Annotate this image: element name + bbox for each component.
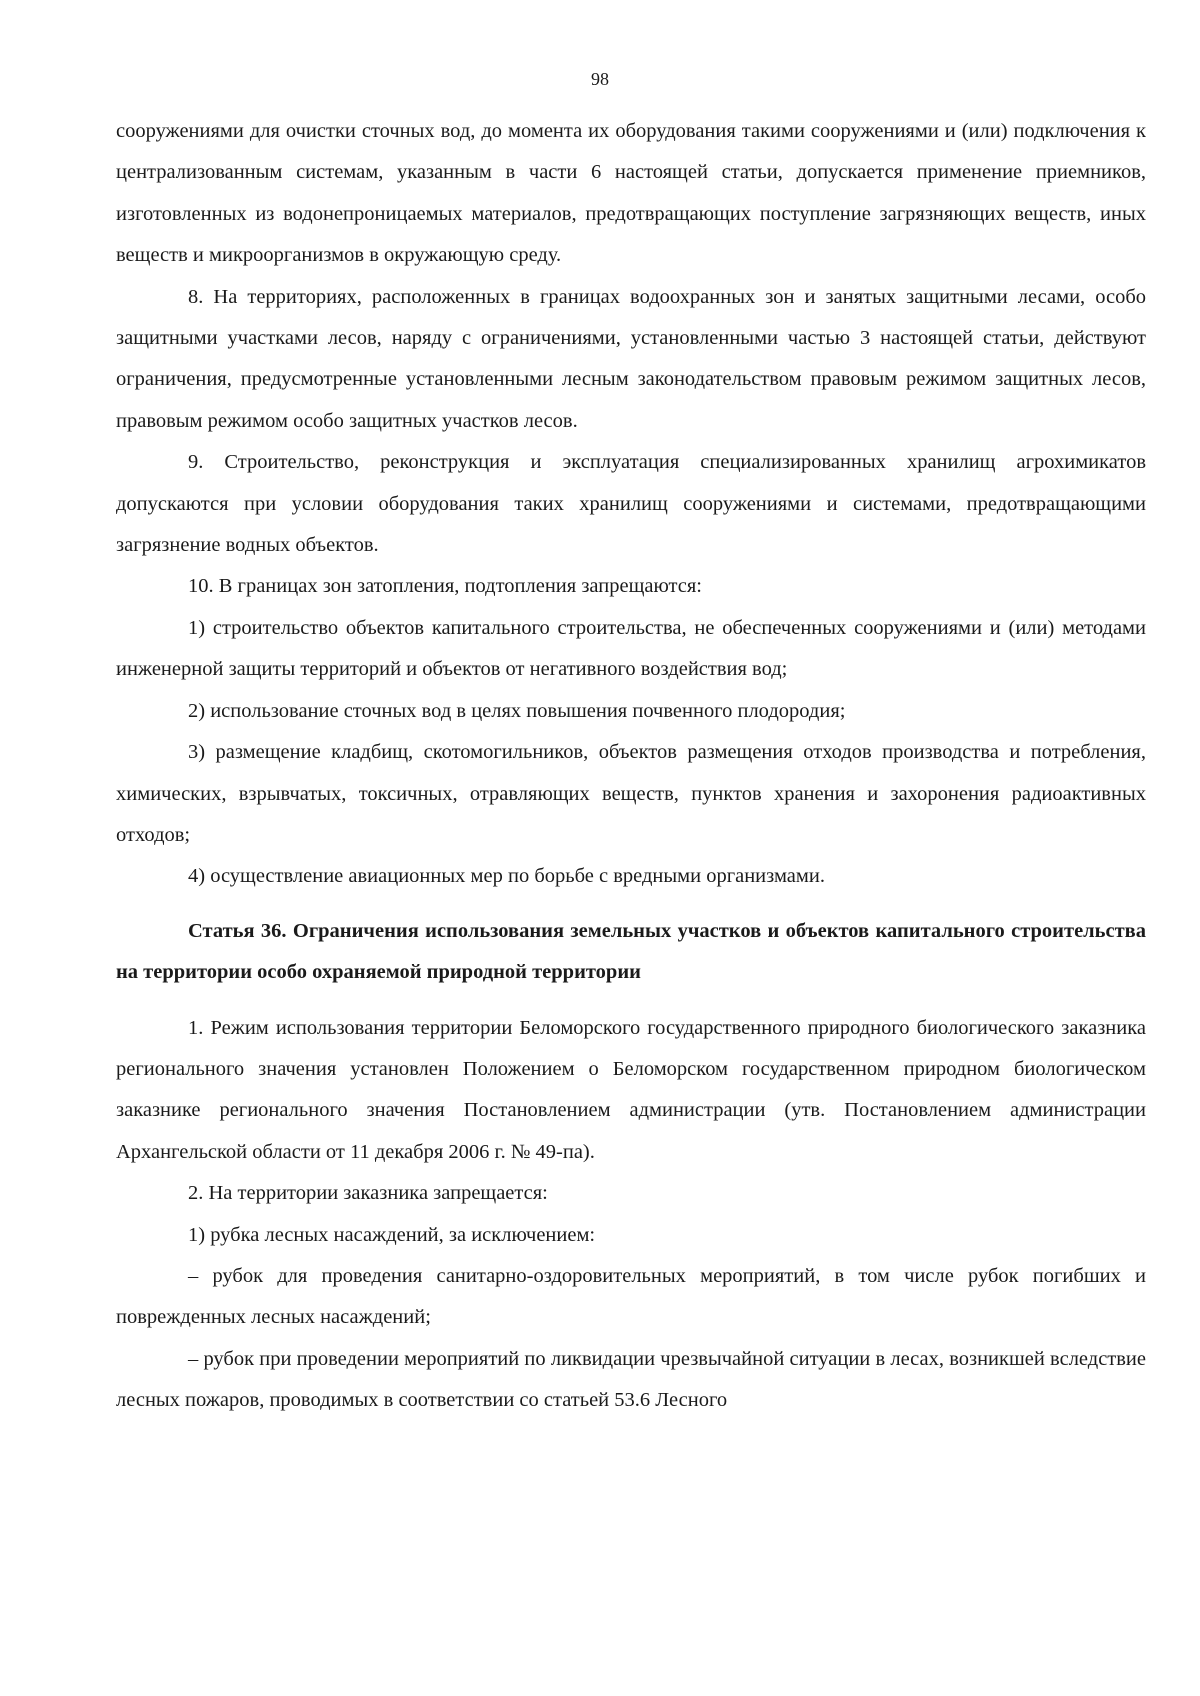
page-number: 98 (591, 69, 609, 89)
paragraph-item-10: 10. В границах зон затопления, подтопления запрещаются: (188, 575, 702, 598)
dash-item-emergency-logging: – рубок при проведении мероприятий по ликвидации чрезвычайной ситуации в лесах, возникшей вследствие лесных пожаров, проводимых в соответствии со статьей 53.6 Лесного (116, 1347, 1146, 1412)
list-item-1: 1) строительство объектов капитального строительства, не обеспеченных сооружениями и (или) методами инженерной защиты территорий и объектов от негативного воздействия вод; (116, 616, 1146, 681)
dash-item-sanitary-logging: – рубок для проведения санитарно-оздоровительных мероприятий, в том числе рубок погибших и поврежденных лесных насаждений; (116, 1264, 1146, 1329)
article-heading: Статья 36. Ограничения использования земельных участков и объектов капитального строительства на территории особо охраняемой природной территории (116, 919, 1146, 984)
paragraph-item-2: 2. На территории заказника запрещается: (188, 1182, 548, 1205)
paragraph-item-8: 8. На территориях, расположенных в границах водоохранных зон и занятых защитными лесами, особо защитными участками лесов, наряду с ограничениями, установленными частью 3 настоящей статьи, действуют ограничения, предусмотренные установленными лесным законодательством правовым режимом защитных лесов, правовым режимом особо защитных участков лесов. (116, 285, 1146, 432)
list-item-4: 4) осуществление авиационных мер по борьбе с вредными организмами. (188, 865, 825, 888)
paragraph-item-1: 1. Режим использования территории Беломорского государственного природного биологического заказника регионального значения установлен Положением о Беломорском государственном природном биологическом заказнике регионального значения Постановлением администрации (утв. Постановлением администрации Архангельской области от 11 декабря 2006 г. № 49-па). (116, 1016, 1146, 1163)
list-item-2: 2) использование сточных вод в целях повышения почвенного плодородия; (188, 699, 846, 722)
paragraph-item-9: 9. Строительство, реконструкция и эксплуатация специализированных хранилищ агрохимикатов допускаются при условии оборудования таких хранилищ сооружениями и системами, предотвращающими загрязнение водных объектов. (116, 451, 1146, 557)
list-item-3: 3) размещение кладбищ, скотомогильников, объектов размещения отходов производства и потребления, химических, взрывчатых, токсичных, отравляющих веществ, пунктов хранения и захоронения радиоактивных отходов; (116, 741, 1146, 846)
list-item-1-logging: 1) рубка лесных насаждений, за исключением: (188, 1223, 596, 1246)
paragraph-continued-text: сооружениями для очистки сточных вод, до момента их оборудования такими сооружениями и (или) подключения к централизованным системам, указанным в части 6 настоящей статьи, допускается применение приемников, изготовленных из водонепроницаемых материалов, предотвращающих поступление загрязняющих веществ, иных веществ и микроорганизмов в окружающую среду. (116, 120, 1146, 267)
document-body (116, 111, 1146, 1422)
